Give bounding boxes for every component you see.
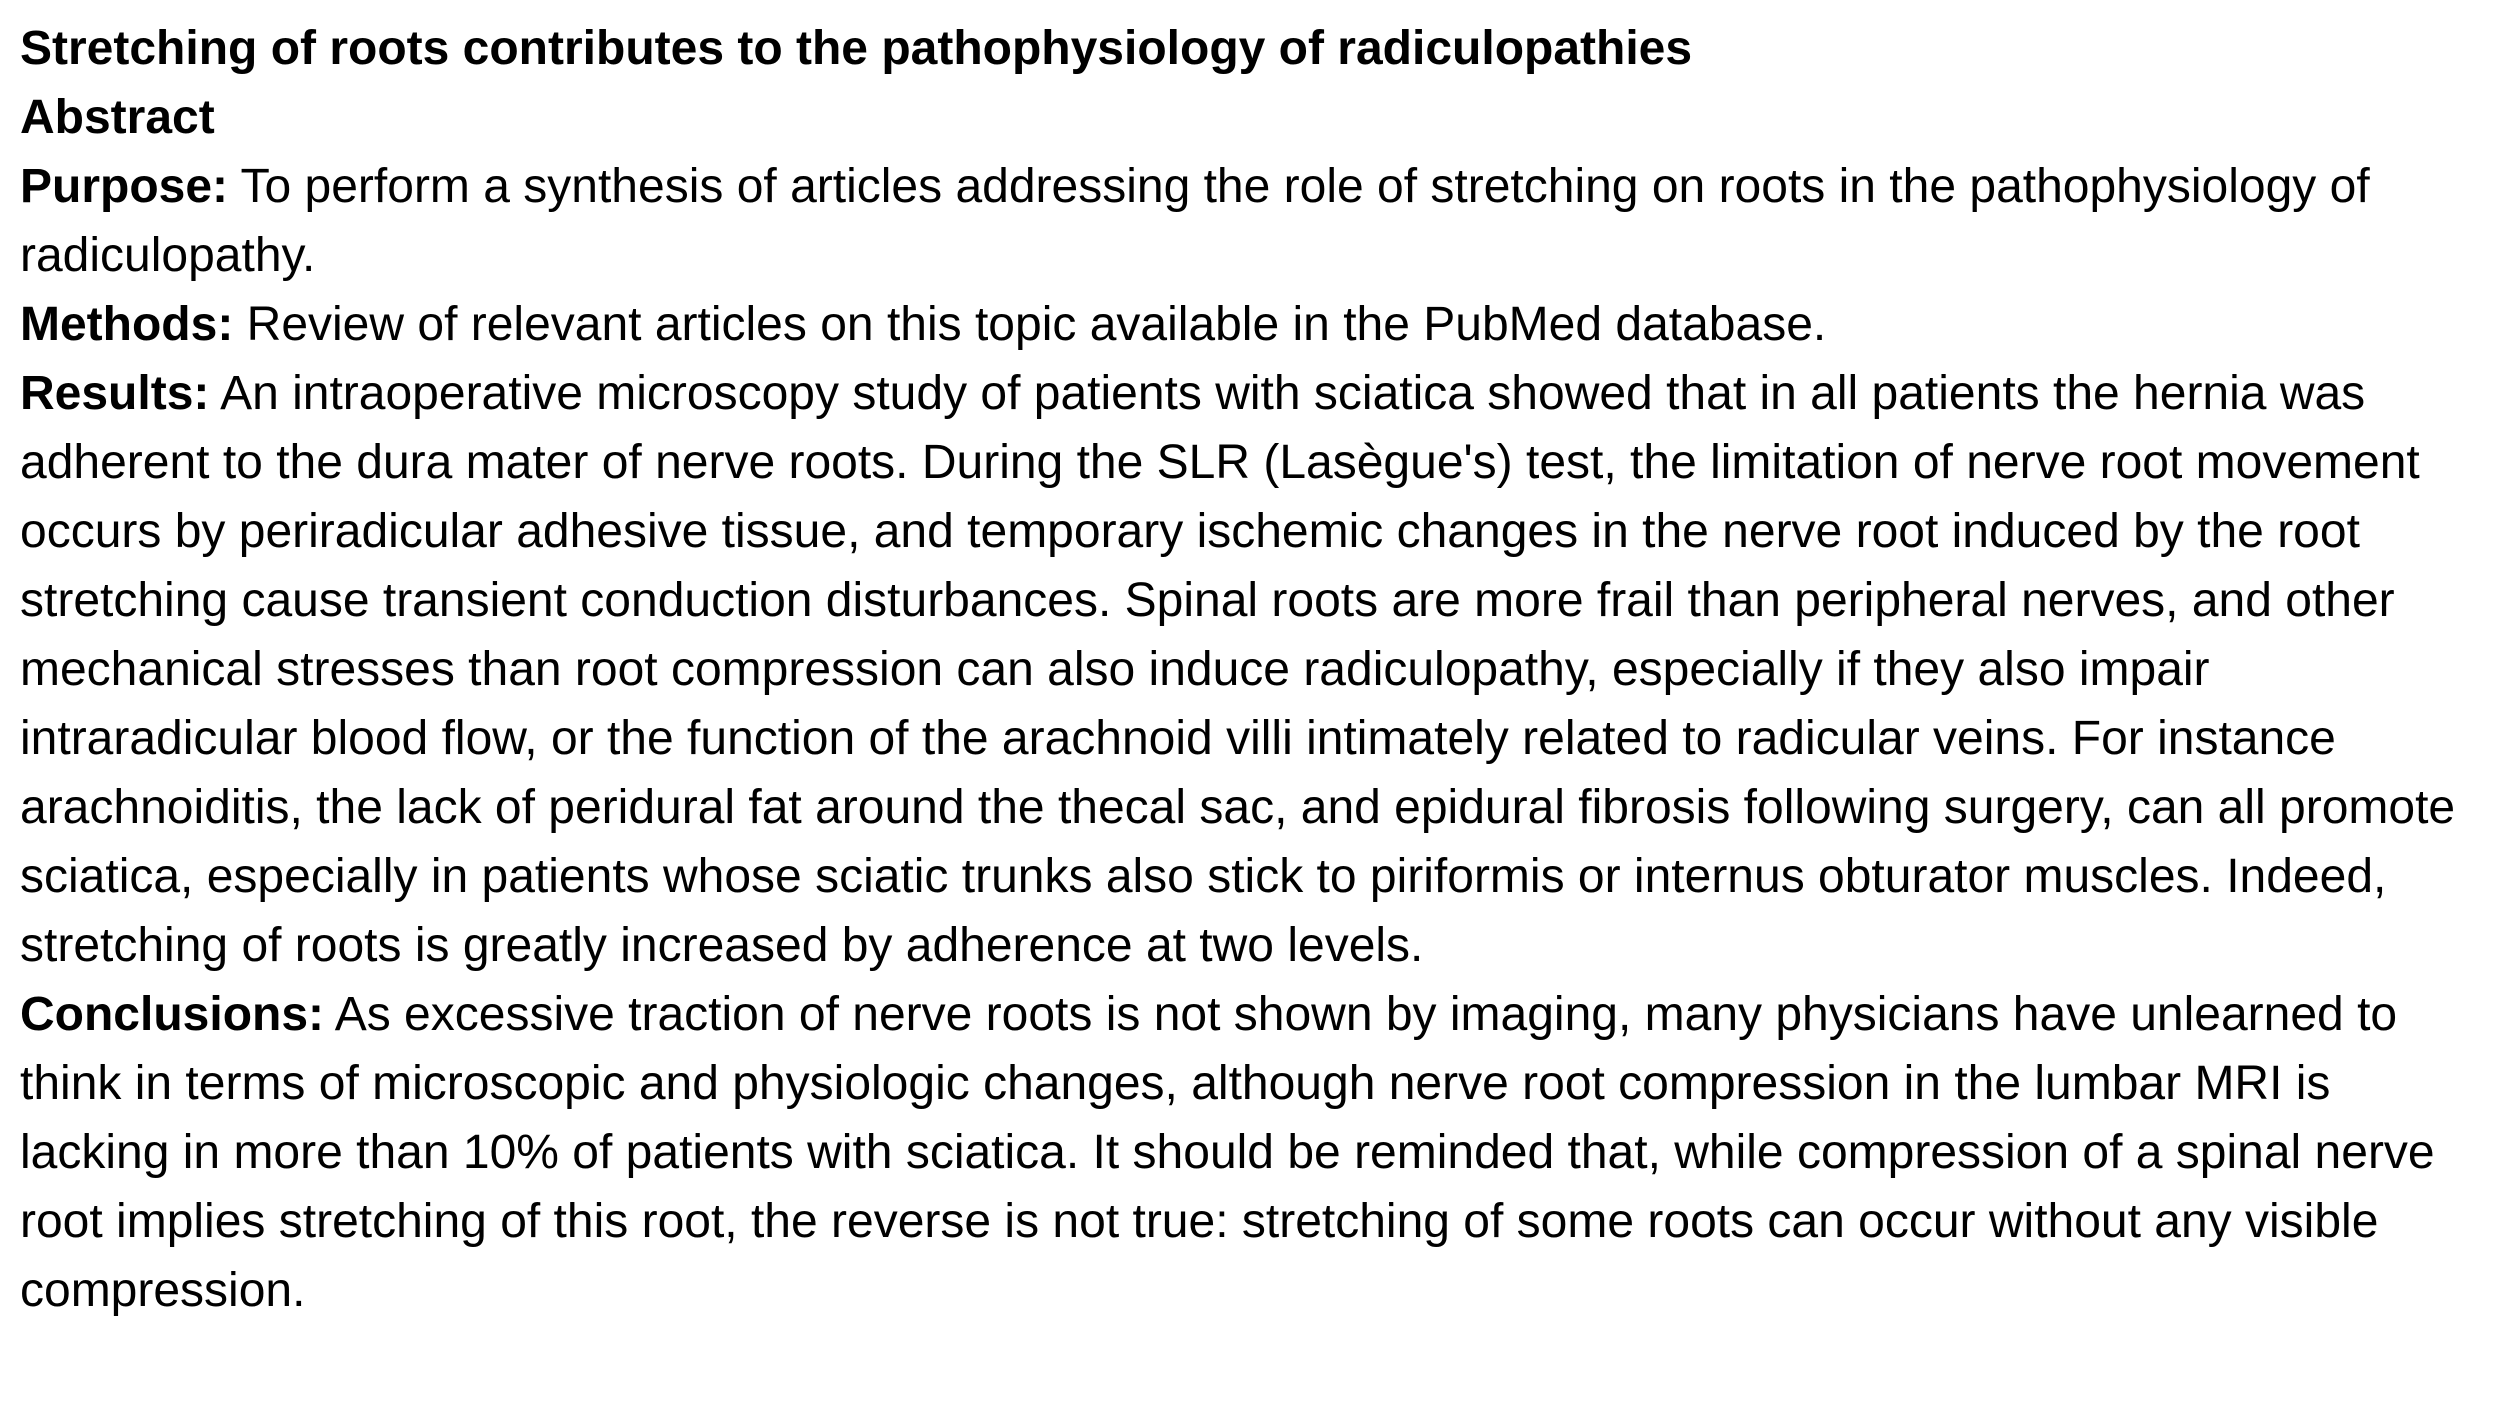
abstract-heading: Abstract [20, 91, 215, 144]
results-text: An intraoperative microscopy study of patients with sciatica showed that in all patients the hernia was adherent to the dura mater of nerve roots. During the SLR (Lasègue's) test, the limitation of nerve root movement occurs by periradicular adhesive tissue, and temporary ischemic changes in the nerve root induced by the root stretching cause transient conduction disturbances. Spinal roots are more frail than peripheral nerves, and other mechanical stresses than root compression can also induce radiculopathy, especially if they also impair intraradicular blood flow, or the function of the arachnoid villi intimately related to radicular veins. For instance arachnoiditis, the lack of peridural fat around the thecal sac, and epidural fibrosis following surgery, can all promote sciatica, especially in patients whose sciatic trunks also stick to piriformis or internus obturator muscles. Indeed, stretching of roots is greatly increased by adherence at two levels. [20, 367, 2456, 972]
methods-text: Review of relevant articles on this topic available in the PubMed database. [233, 298, 1827, 351]
purpose-text: To perform a synthesis of articles addressing the role of stretching on roots in the pathophysiology of radiculopathy. [20, 160, 2370, 282]
conclusions-paragraph [20, 980, 2490, 1325]
results-label: Results: [20, 367, 210, 420]
methods-label: Methods: [20, 298, 234, 351]
abstract-document [20, 14, 2490, 1325]
purpose-label: Purpose: [20, 160, 229, 213]
conclusions-label: Conclusions: [20, 988, 325, 1041]
conclusions-text: As excessive traction of nerve roots is not shown by imaging, many physicians have unlearned to think in terms of microscopic and physiologic changes, although nerve root compression in the lumbar MRI is lacking in more than 10% of patients with sciatica. It should be reminded that, while compression of a spinal nerve root implies stretching of this root, the reverse is not true: stretching of some roots can occur without any visible compression. [20, 988, 2435, 1317]
methods-paragraph [20, 290, 2490, 359]
paper-title: Stretching of roots contributes to the pathophysiology of radiculopathies [20, 22, 1693, 75]
results-paragraph [20, 359, 2490, 980]
purpose-paragraph [20, 152, 2490, 290]
